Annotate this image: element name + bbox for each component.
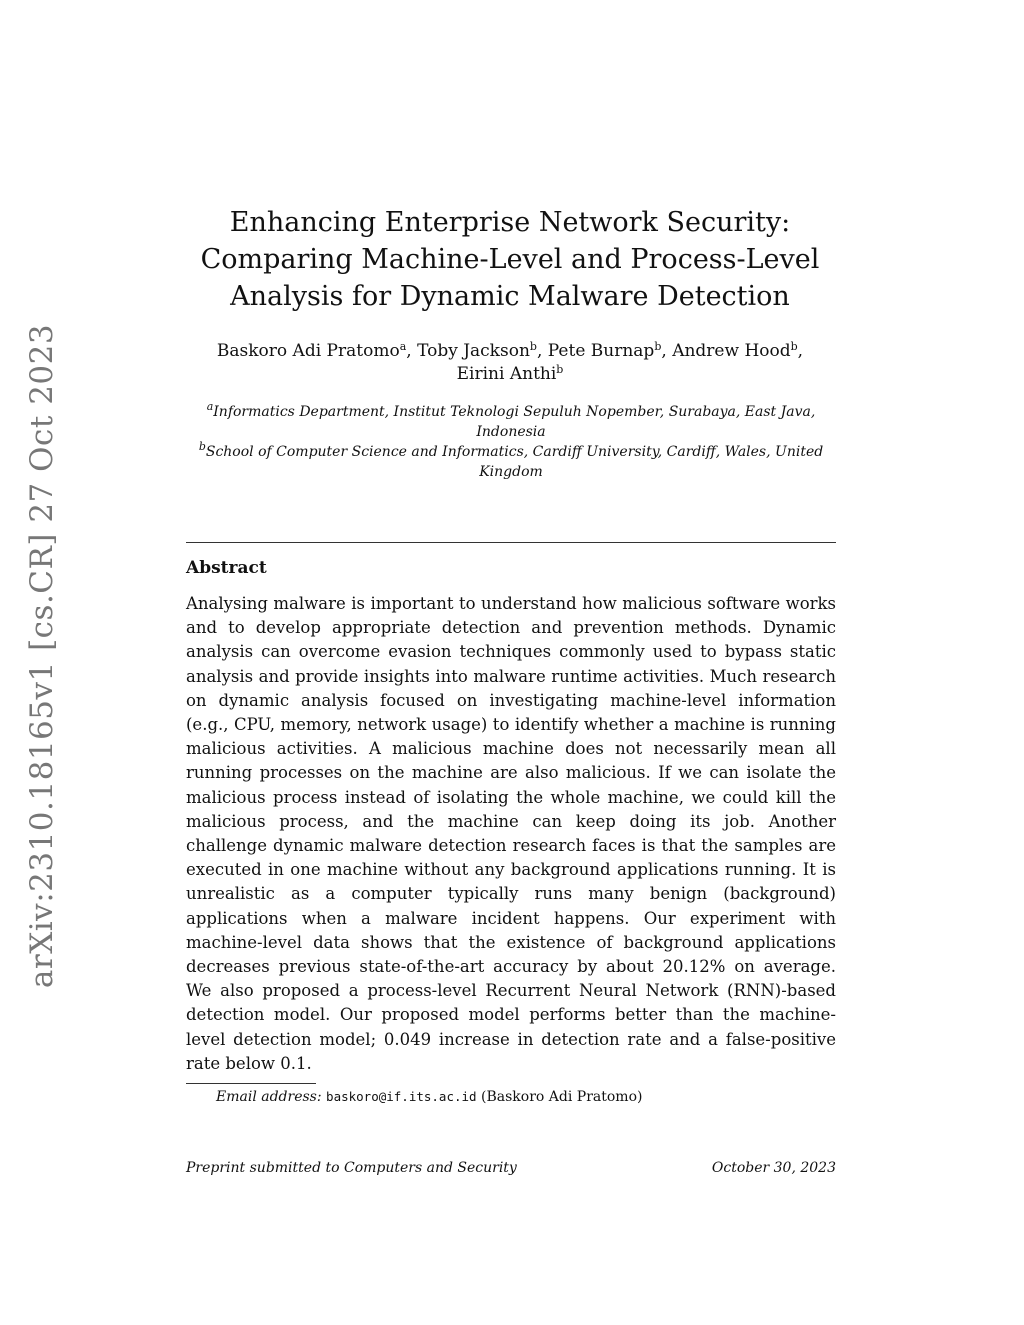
abstract-top-rule bbox=[186, 542, 836, 543]
preprint-date: October 30, 2023 bbox=[711, 1160, 836, 1176]
affiliation-a: $^a$Informatics Department, Institut Teknologi Sepuluh Nopember, Surabaya, East Java, Indonesia bbox=[206, 400, 816, 440]
arxiv-side-identifier bbox=[2, 323, 82, 989]
author-affil-mark: a bbox=[399, 340, 407, 353]
author-name: Pete Burnap bbox=[547, 341, 655, 361]
author-name: Andrew Hood bbox=[672, 341, 791, 361]
author-affil-mark: b bbox=[654, 340, 662, 353]
author-name: Baskoro Adi Pratomo bbox=[216, 341, 400, 361]
author-name: Toby Jackson bbox=[417, 341, 530, 361]
affiliations bbox=[184, 402, 838, 482]
author-affil-mark: b bbox=[790, 340, 798, 353]
abstract-body: Analysing malware is important to understand how malicious software works and to develop appropriate detection and prevention methods. Dynamic analysis can overcome evasion techniques commonly used to bypass static analysis and provide insights into malware runtime activities. Much research on dynamic analysis focused on investigating machine-level information (e.g., CPU, memory, network usage) to identify whether a machine is running malicious activities. A malicious machine does not necessarily mean all running processes on the machine are also malicious. If we can isolate the malicious process instead of isolating the whole machine, we could kill the malicious process, and the machine can keep doing its job. Another challenge dynamic malware detection research faces is that the samples are executed in one machine without any background applications running. It is unrealistic as a computer typically runs many benign (background) applications when a malware incident happens. Our experiment with machine-level data shows that the existence of background applications decreases previous state-of-the-art accuracy by about 20.12% on average. We also proposed a process-level Recurrent Neural Network (RNN)-based detection model. Our proposed model performs better than the machine-level detection model; 0.049 increase in detection rate and a false-positive rate below 0.1. bbox=[186, 594, 836, 1073]
paper-title: Enhancing Enterprise Network Security: Comparing Machine-Level and Process-Level Analysis for Dynamic Malware Detection bbox=[200, 207, 820, 312]
author-affil-mark: b bbox=[529, 340, 537, 353]
author-list bbox=[190, 340, 830, 386]
footnote-rule bbox=[186, 1083, 316, 1084]
abstract-heading: Abstract bbox=[186, 558, 267, 578]
email-label: Email address: bbox=[216, 1089, 322, 1105]
email-footnote bbox=[216, 1089, 642, 1105]
email-address: baskoro@if.its.ac.id bbox=[326, 1089, 477, 1104]
author-name: Eirini Anthi bbox=[456, 364, 557, 384]
submission-note: Preprint submitted to Computers and Security bbox=[186, 1160, 517, 1176]
author-line-2 bbox=[190, 363, 830, 386]
arxiv-id-text: arXiv:2310.18165v1 [cs.CR] 27 Oct 2023 bbox=[24, 323, 61, 989]
author-line-1: Baskoro Adi Pratomo$^a$, Toby Jackson$^b$, Pete Burnap$^b$, Andrew Hood$^b$, bbox=[216, 340, 804, 361]
email-owner: (Baskoro Adi Pratomo) bbox=[481, 1089, 643, 1105]
affiliation-b: $^b$School of Computer Science and Informatics, Cardiff University, Cardiff, Wales, United Kingdom bbox=[198, 440, 824, 480]
author-affil-mark: b bbox=[556, 363, 564, 376]
